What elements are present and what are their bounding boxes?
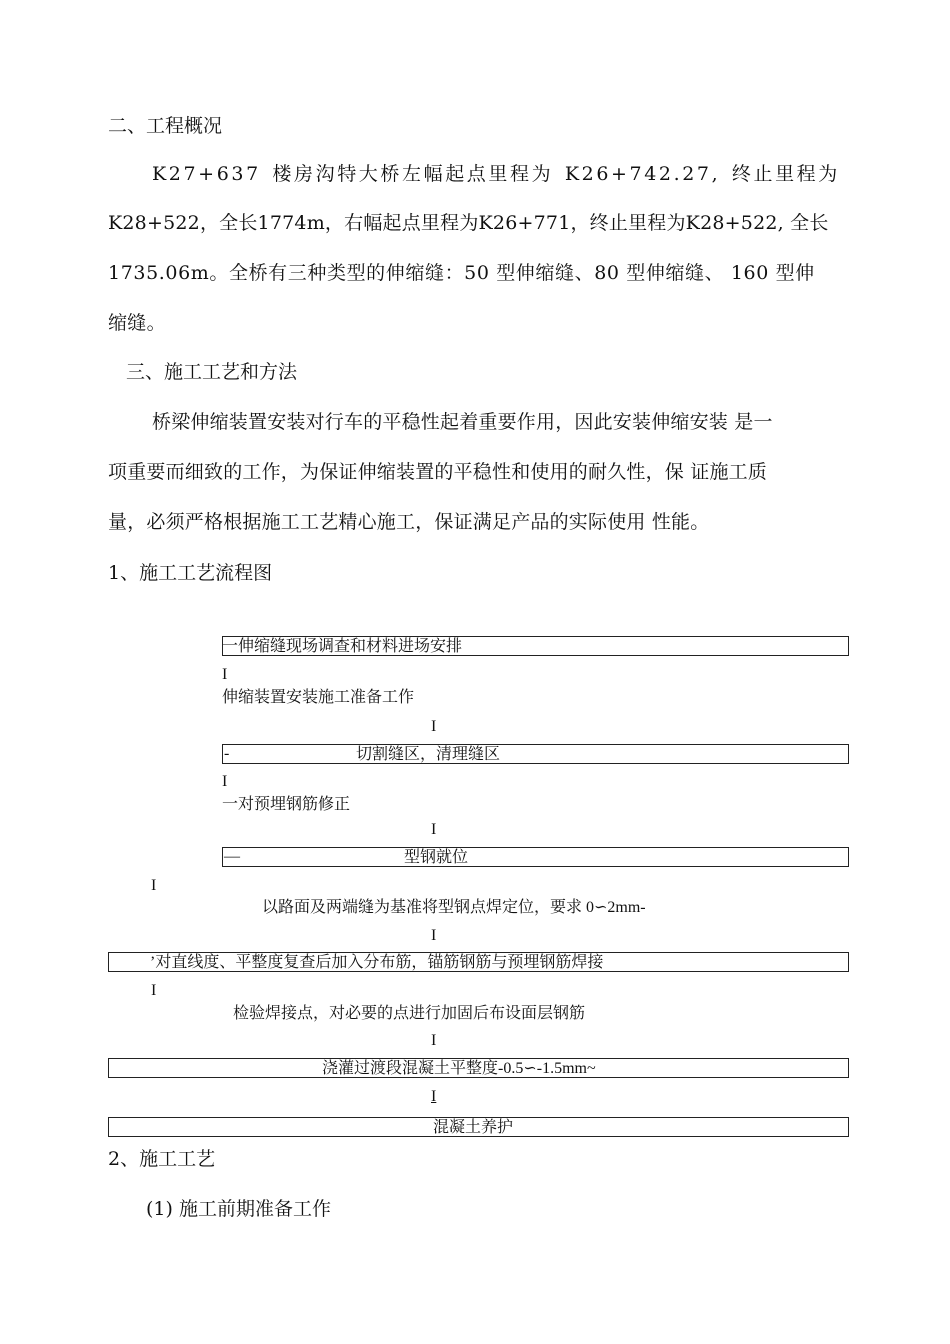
overview-line-2: K28+522，全长1774m，右幅起点里程为K26+771，终止里程为K28+522, 全长 <box>108 212 829 234</box>
flow-arrow-2: I <box>431 718 437 735</box>
flow-step-5-prefix: — <box>224 848 240 865</box>
subheading-preparation: (1) 施工前期准备工作 <box>146 1198 331 1220</box>
flow-step-4: 一对预埋钢筋修正 <box>222 796 351 813</box>
flow-step-7: ’对直线度、平整度复查后加入分布筋，锚筋钢筋与预埋钢筋焊接 <box>150 954 604 971</box>
flow-step-3: 切割缝区，清理缝区 <box>356 746 501 763</box>
method-line-1: 桥梁伸缩装置安装对行车的平稳性起着重要作用，因此安装伸缩安装 是一 <box>152 411 773 433</box>
overview-line-4: 缩缝。 <box>108 312 166 334</box>
flow-step-3-box <box>222 744 849 764</box>
subheading-flowchart: 1、施工工艺流程图 <box>108 562 273 584</box>
method-line-3: 量，必须严格根据施工工艺精心施工，保证满足产品的实际使用 性能。 <box>108 511 710 533</box>
flow-step-9: 浇灌过渡段混凝土平整度-0.5∽-1.5mm~ <box>322 1060 596 1077</box>
overview-line-1: K27+637 楼房沟特大桥左幅起点里程为 K26+742.27, 终止里程为 <box>152 163 840 185</box>
flow-arrow-4: I <box>431 821 437 838</box>
flow-step-6: 以路面及两端缝为基准将型钢点焊定位，要求 0∽2mm- <box>262 899 646 916</box>
flow-arrow-7: I <box>151 982 157 999</box>
flow-step-8: 检验焊接点，对必要的点进行加固后布设面层钢筋 <box>233 1005 586 1022</box>
section-heading-overview: 二、工程概况 <box>108 115 223 137</box>
flow-step-3-prefix: - <box>224 745 230 762</box>
flow-step-10: 混凝土养护 <box>433 1119 514 1136</box>
flow-step-1: 一伸缩缝现场调查和材料进场安排 <box>222 638 463 655</box>
flow-arrow-5: I <box>151 877 157 894</box>
flow-step-2: 伸缩装置安装施工准备工作 <box>222 689 415 706</box>
flow-step-5-box <box>222 847 849 867</box>
flow-arrow-6: I <box>431 927 437 944</box>
section-heading-method: 三、施工工艺和方法 <box>126 361 298 383</box>
overview-line-3: 1735.06m。全桥有三种类型的伸缩缝：50 型伸缩缝、80 型伸缩缝、 160 型伸 <box>108 262 815 284</box>
flow-arrow-8: I <box>431 1032 437 1049</box>
flow-step-5: 型钢就位 <box>404 849 469 866</box>
subheading-process: 2、施工工艺 <box>108 1148 216 1170</box>
flow-arrow-3: I <box>222 773 228 790</box>
flow-arrow-9: I <box>431 1088 437 1105</box>
method-line-2: 项重要而细致的工作，为保证伸缩装置的平稳性和使用的耐久性，保 证施工质 <box>108 461 768 483</box>
flow-arrow-1: I <box>222 666 228 683</box>
